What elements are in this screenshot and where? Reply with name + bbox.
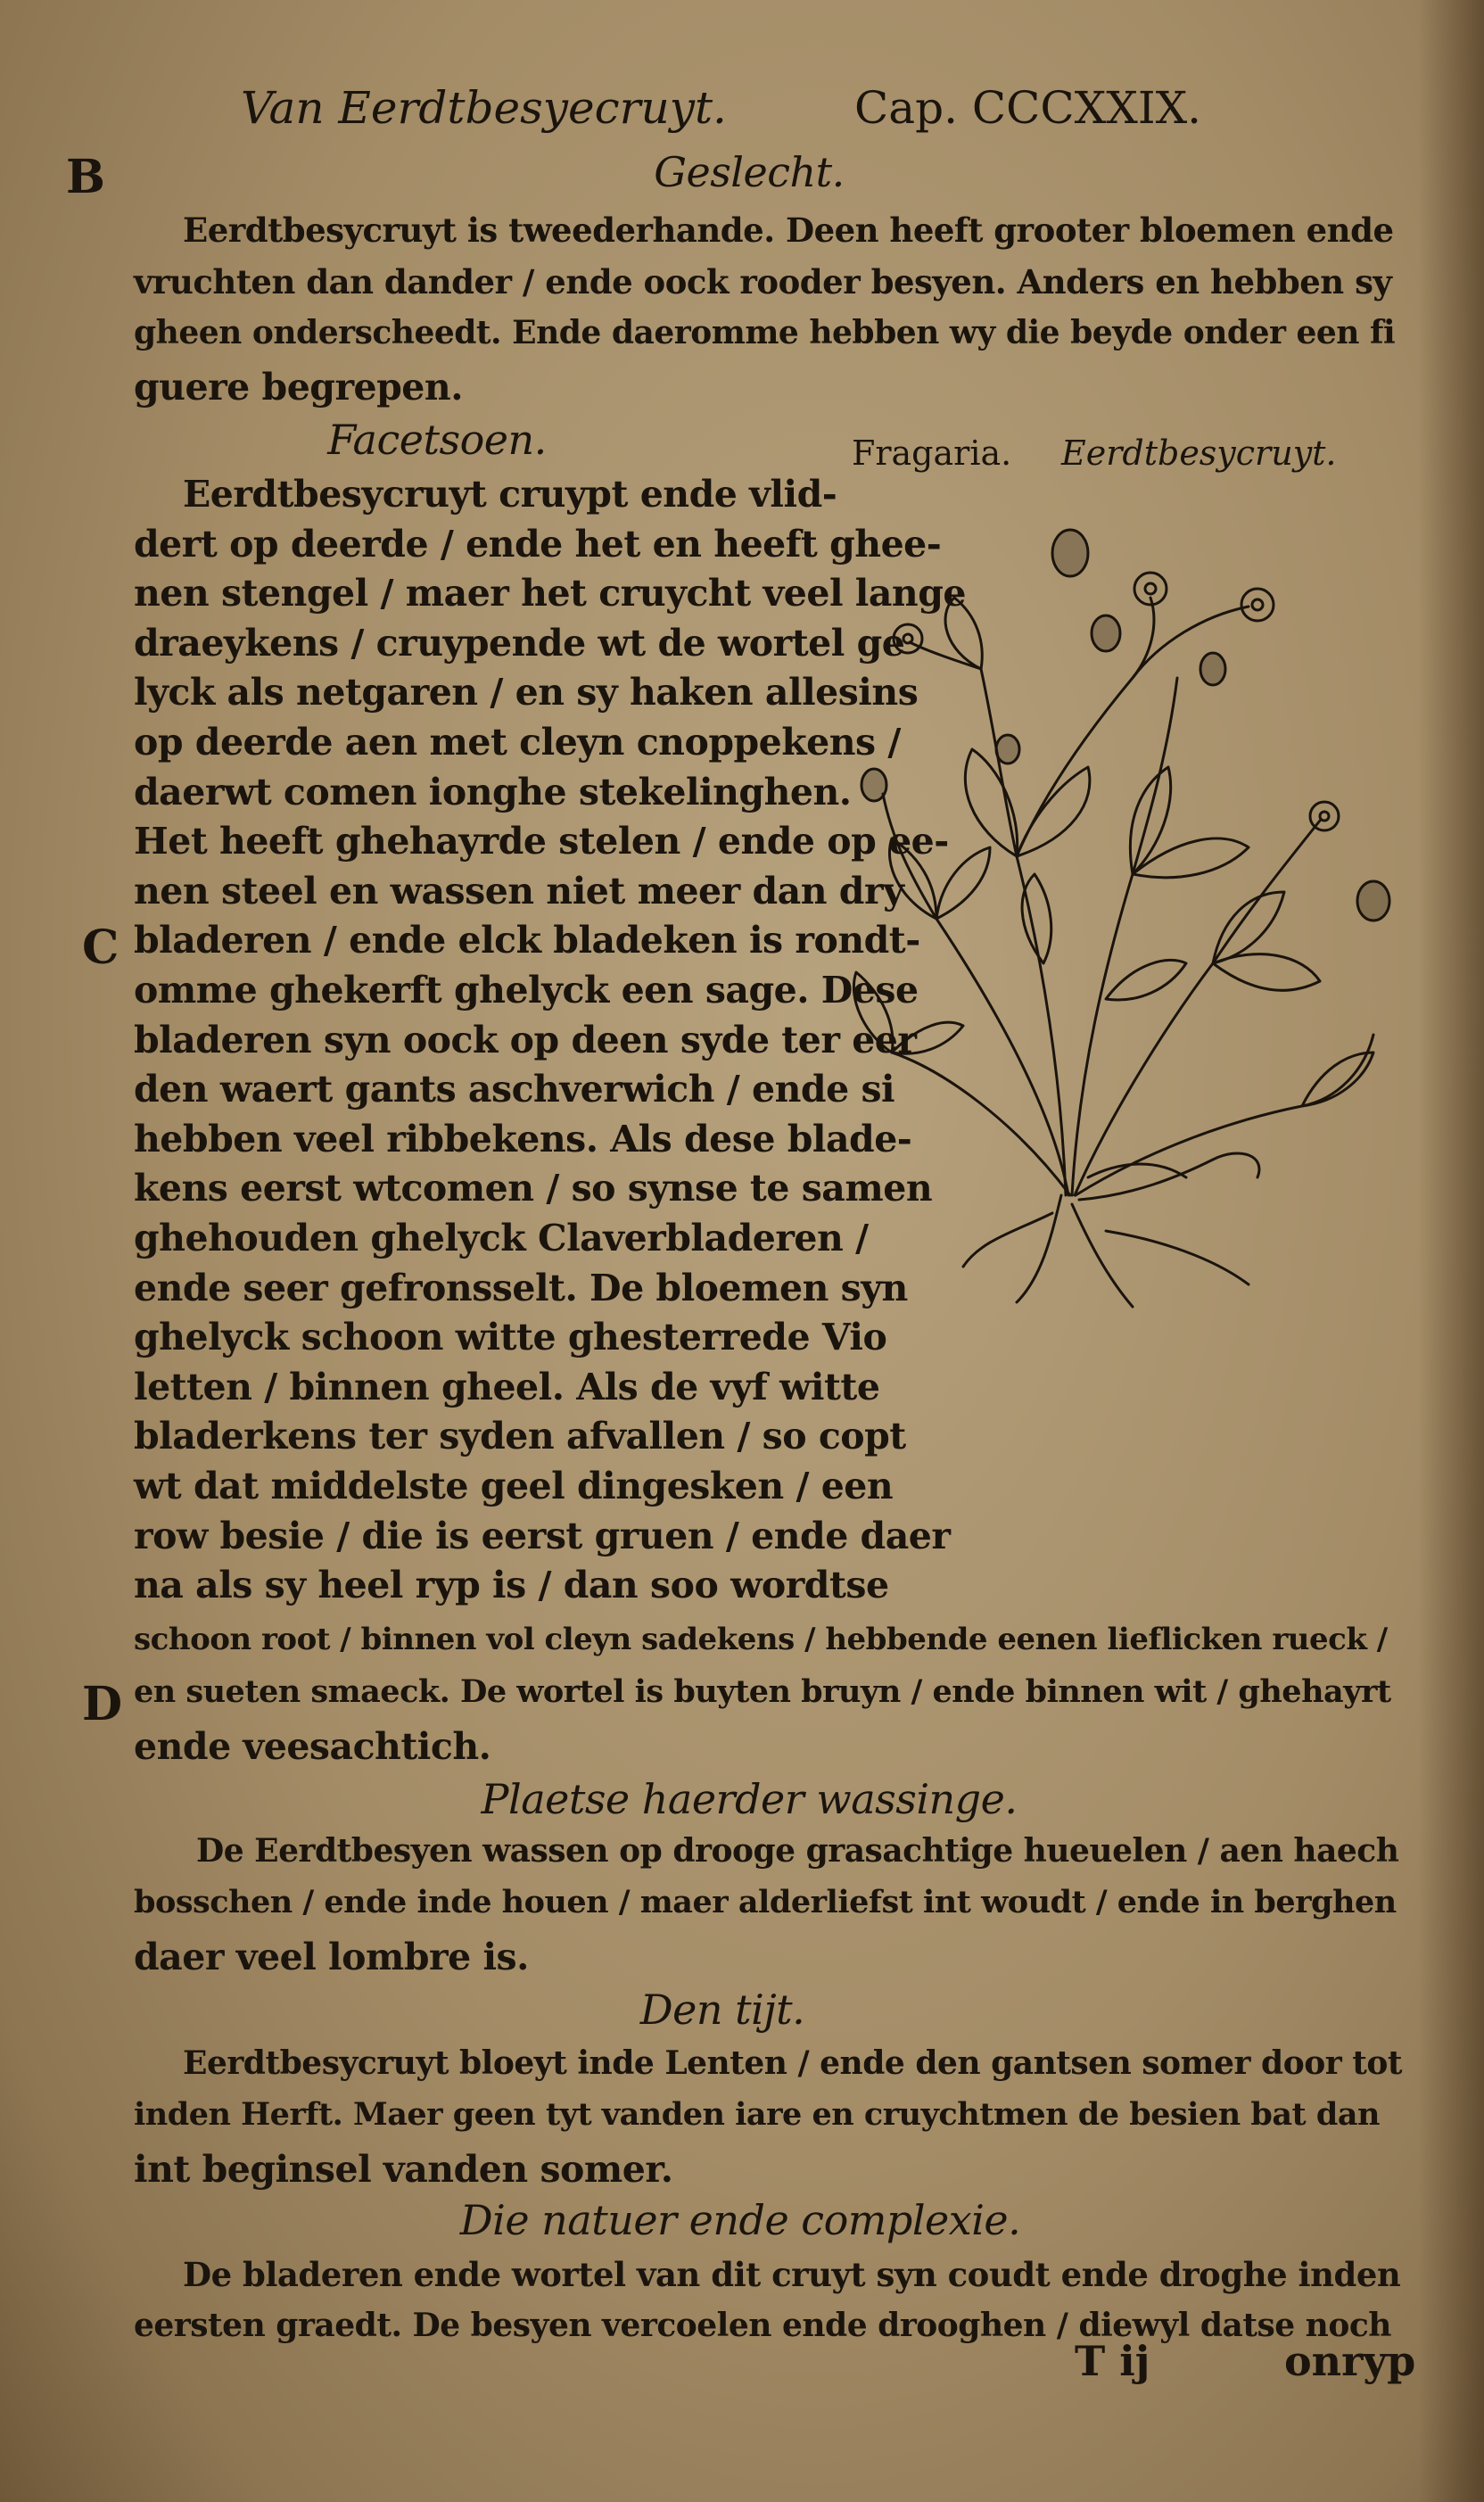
running-head-chapter: Cap. CCCXXIX. bbox=[854, 82, 1202, 134]
text-line: int beginsel vanden somer. bbox=[134, 2148, 673, 2191]
text-line: den waert gants aschverwich / ende si bbox=[134, 1068, 895, 1111]
text-line: nen steel en wassen niet meer dan dry bbox=[134, 869, 904, 912]
text-line: lyck als netgaren / en sy haken allesins bbox=[134, 671, 919, 714]
text-line: Het heeft ghehayrde stelen / ende op ee- bbox=[134, 820, 949, 863]
heading-facetsoen: Facetsoen. bbox=[327, 416, 547, 464]
text-line: eersten graedt. De besyen vercoelen ende drooghen / diewyl datse noch bbox=[134, 2307, 1391, 2344]
text-line: omme ghekerft ghelyck een sage. Dese bbox=[134, 969, 919, 1012]
text-line: Eerdtbesycruyt bloeyt inde Lenten / ende den gantsen somer door tot bbox=[183, 2044, 1403, 2082]
text-line: Eerdtbesycruyt cruypt ende vlid- bbox=[183, 473, 837, 516]
heading-tijt: Den tijt. bbox=[639, 1986, 805, 2034]
caption-latin: Fragaria. bbox=[852, 434, 1012, 473]
text-line: De Eerdtbesyen wassen op drooge grasachtige hueuelen / aen haech bbox=[196, 1832, 1399, 1870]
roots bbox=[963, 1153, 1259, 1307]
heading-geslecht: Geslecht. bbox=[654, 148, 845, 196]
text-line: wt dat middelste geel dingesken / een bbox=[134, 1465, 894, 1507]
text-line: ende veesachtich. bbox=[134, 1725, 491, 1768]
catchword: onryp bbox=[1284, 2337, 1416, 2385]
margin-letter-b: B bbox=[66, 150, 105, 204]
text-line: kens eerst wtcomen / so synse te samen bbox=[134, 1167, 933, 1210]
caption-dutch: Eerdtbesycruyt. bbox=[1061, 434, 1337, 473]
heading-natuer: Die natuer ende complexie. bbox=[459, 2196, 1021, 2244]
text-line: ghehouden ghelyck Claverbladeren / bbox=[134, 1217, 869, 1259]
text-line: bosschen / ende inde houen / maer alderliefst int woudt / ende in berghen bbox=[134, 1884, 1397, 1920]
text-line: guere begrepen. bbox=[134, 366, 463, 409]
text-line: nen stengel / maer het cruycht veel lange bbox=[134, 572, 966, 615]
text-line: ende seer gefronsselt. De bloemen syn bbox=[134, 1266, 908, 1309]
margin-letter-d: D bbox=[82, 1677, 123, 1731]
text-line: bladeren / ende elck bladeken is rondt- bbox=[134, 919, 920, 962]
text-line: vruchten dan dander / ende oock rooder besyen. Anders en hebben sy bbox=[134, 262, 1392, 301]
text-line: en sueten smaeck. De wortel is buyten bruyn / ende binnen wit / ghehayrt bbox=[134, 1673, 1391, 1710]
flowers bbox=[894, 573, 1339, 830]
text-line: schoon root / binnen vol cleyn sadekens / hebbende eenen lieflicken rueck / bbox=[134, 1622, 1388, 1657]
text-line: bladerkens ter syden afvallen / so copt bbox=[134, 1415, 906, 1458]
strawberry-plant-woodcut bbox=[838, 500, 1445, 1356]
margin-letter-c: C bbox=[82, 921, 120, 975]
text-line: daer veel lombre is. bbox=[134, 1936, 529, 1978]
text-line: ghelyck schoon witte ghesterrede Vio bbox=[134, 1316, 887, 1359]
running-head-title: Van Eerdtbesyecruyt. bbox=[241, 82, 727, 134]
text-line: inden Herft. Maer geen tyt vanden iare en cruychtmen de besien bat dan bbox=[134, 2096, 1380, 2133]
signature-mark: T ij bbox=[1075, 2337, 1150, 2385]
text-line: dert op deerde / ende het en heeft ghee- bbox=[134, 522, 942, 566]
text-line: De bladeren ende wortel van dit cruyt syn coudt ende droghe inden bbox=[183, 2255, 1401, 2294]
text-line: bladeren syn oock op deen syde ter eer bbox=[134, 1018, 917, 1061]
text-line: draeykens / cruypende wt de wortel ge bbox=[134, 621, 905, 665]
stems bbox=[883, 598, 1373, 1195]
text-line: gheen onderscheedt. Ende daeromme hebben wy die beyde onder een fi bbox=[134, 314, 1396, 351]
text-line: Eerdtbesycruyt is tweederhande. Deen heeft grooter bloemen ende bbox=[183, 211, 1394, 250]
text-line: hebben veel ribbekens. Als dese blade- bbox=[134, 1117, 912, 1160]
heading-plaetse: Plaetse haerder wassinge. bbox=[481, 1775, 1018, 1823]
text-line: letten / binnen gheel. Als de vyf witte bbox=[134, 1365, 880, 1408]
text-line: na als sy heel ryp is / dan soo wordtse bbox=[134, 1564, 889, 1607]
berries bbox=[862, 530, 1389, 921]
text-line: daerwt comen ionghe stekelinghen. bbox=[134, 770, 852, 813]
text-line: row besie / die is eerst gruen / ende daer bbox=[134, 1514, 951, 1557]
text-line: op deerde aen met cleyn cnoppekens / bbox=[134, 721, 901, 764]
